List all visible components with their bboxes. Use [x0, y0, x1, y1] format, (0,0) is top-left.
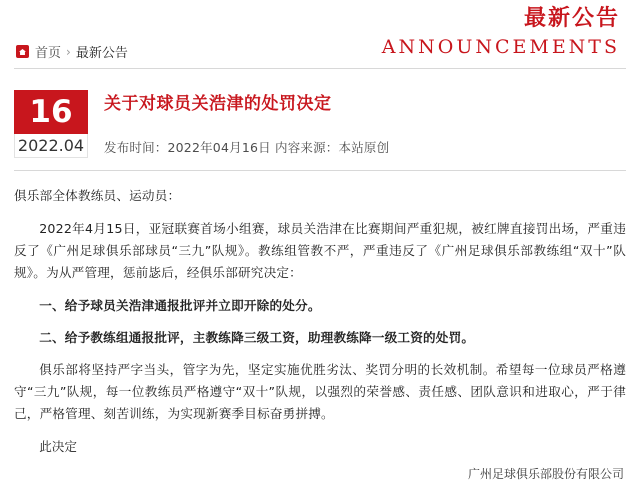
breadcrumb-home-link[interactable]: 首页 — [35, 46, 62, 61]
article-footer-org: 广州足球俱乐部股份有限公司 — [467, 467, 624, 481]
article-meta: 发布时间：2022年04月16日 内容来源：本站原创 — [104, 140, 390, 155]
breadcrumb — [16, 42, 128, 61]
breadcrumb-current[interactable]: 最新公告 — [75, 46, 128, 61]
article-title-block — [14, 76, 626, 171]
article-heading-wrap — [104, 90, 626, 156]
home-icon — [16, 45, 29, 58]
article-paragraph: 俱乐部全体教练员、运动员： — [14, 188, 181, 203]
page-header — [0, 0, 640, 76]
header-title-en: ANNOUNCEMENTS — [381, 36, 620, 58]
article-body — [14, 171, 626, 458]
article-paragraph: 俱乐部将坚持严字当头，管字为先，坚定实施优胜劣汰、奖罚分明的长效机制。希望每一位球员严格遵守“三九”队规，每一位教练员严格遵守“双十”队规，以强烈的荣誉感、责任感、团队意识和进取心，严于律己，严格管理、刻苦训练，为实现新赛季目标奋勇拼搏。 — [14, 362, 626, 421]
breadcrumb-separator: › — [66, 44, 71, 59]
article-signoff: 此决定 — [39, 439, 77, 454]
date-badge — [14, 90, 88, 158]
article-paragraph: 一、给予球员关浩津通报批评并立即开除的处分。 — [39, 298, 321, 313]
header-divider — [14, 68, 626, 69]
date-year-month: 2022.04 — [14, 134, 88, 158]
header-title-cn: 最新公告 — [523, 6, 620, 31]
article-paragraph: 2022年4月15日，亚冠联赛首场小组赛，球员关浩津在比赛期间严重犯规，被红牌直接罚出场，严重违反了《广州足球俱乐部球员“三九”队规》。教练组管教不严，严重违反了《广州足球俱乐部教练组“双十”队规》。为从严管理，惩前毖后，经俱乐部研究决定： — [14, 221, 626, 280]
page-title: 关于对球员关浩津的处罚决定 — [104, 94, 332, 114]
date-day: 16 — [14, 90, 88, 134]
article-paragraph: 二、给予教练组通报批评，主教练降三级工资，助理教练降一级工资的处罚。 — [39, 330, 475, 345]
